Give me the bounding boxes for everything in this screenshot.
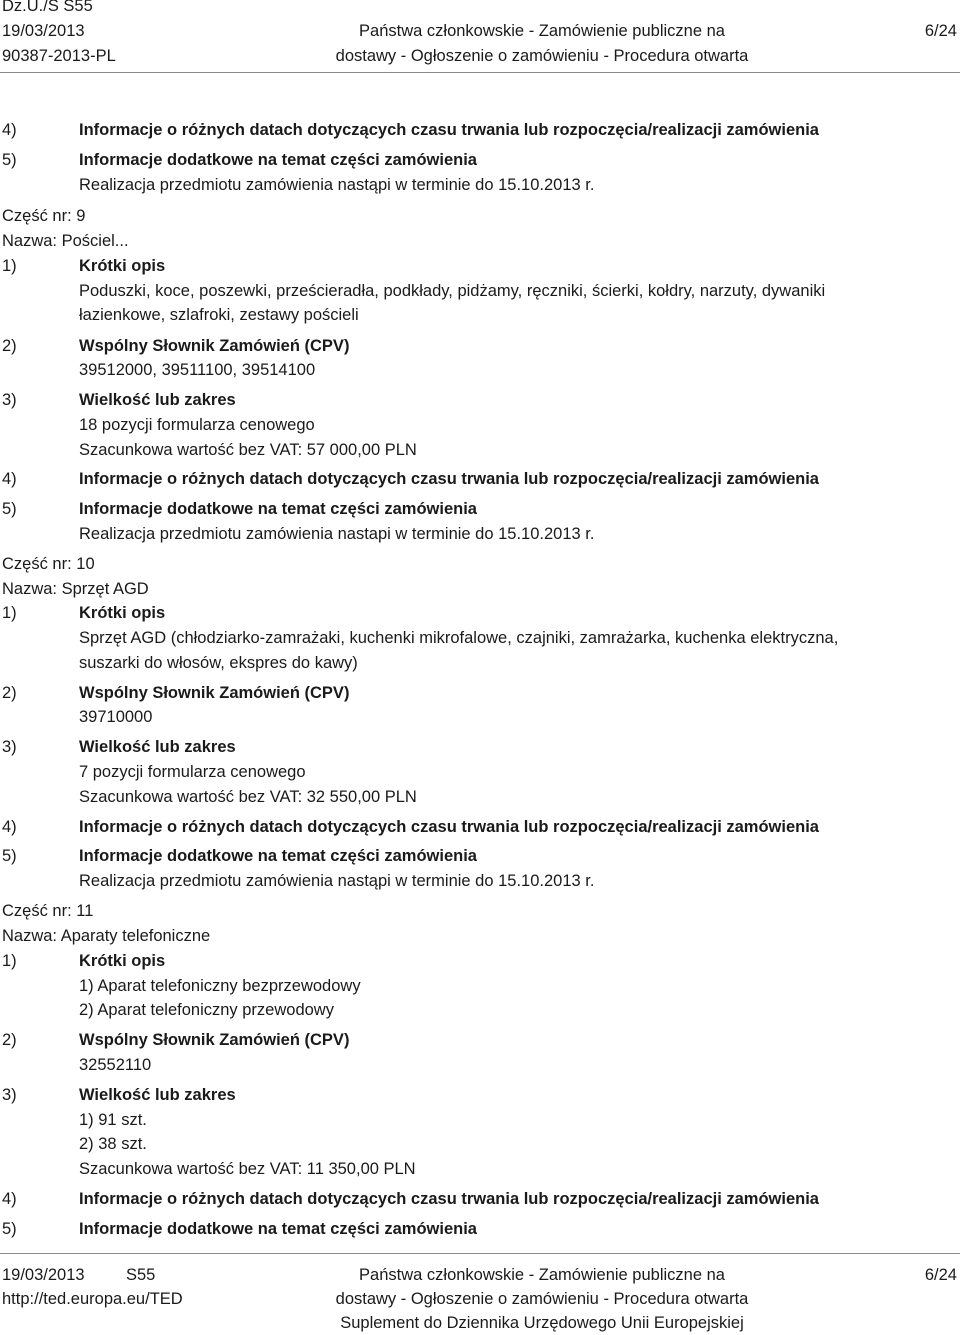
section-heading: Wspólny Słownik Zamówień (CPV) <box>79 684 350 702</box>
item-number: 3) <box>2 1086 17 1104</box>
part-number: Część nr: 9 <box>2 207 86 225</box>
section-text: Sprzęt AGD (chłodziarko-zamrażaki, kuchenki mikrofalowe, czajniki, zamrażarka, kuchenka elektryczna, <box>79 629 839 647</box>
estimated-value: Szacunkowa wartość bez VAT: 32 550,00 PLN <box>79 788 417 806</box>
section-heading: Wielkość lub zakres <box>79 391 236 409</box>
header-page-number: 6/24 <box>924 22 957 40</box>
section-heading: Informacje o różnych datach dotyczących czasu trwania lub rozpoczęcia/realizacji zamówienia <box>79 818 819 836</box>
header-title-line2: dostawy - Ogłoszenie o zamówieniu - Procedura otwarta <box>335 47 749 65</box>
page-footer <box>0 1262 960 1334</box>
estimated-value: Szacunkowa wartość bez VAT: 57 000,00 PLN <box>79 441 417 459</box>
item-number: 2) <box>2 337 17 355</box>
section-heading: Informacje dodatkowe na temat części zamówienia <box>79 847 477 865</box>
cpv-codes: 39512000, 39511100, 39514100 <box>79 361 316 379</box>
item-number: 3) <box>2 391 17 409</box>
item-number: 4) <box>2 1190 17 1208</box>
part-number: Część nr: 11 <box>2 902 94 920</box>
section-text: 18 pozycji formularza cenowego <box>79 416 315 434</box>
estimated-value: Szacunkowa wartość bez VAT: 11 350,00 PLN <box>79 1160 416 1178</box>
item-number: 2) <box>2 1031 17 1049</box>
section-heading: Informacje o różnych datach dotyczących czasu trwania lub rozpoczęcia/realizacji zamówienia <box>79 121 819 139</box>
part-number: Część nr: 10 <box>2 555 95 573</box>
section-heading: Informacje dodatkowe na temat części zamówienia <box>79 1220 477 1238</box>
section-text: suszarki do włosów, ekspres do kawy) <box>79 654 358 672</box>
part-name: Nazwa: Sprzęt AGD <box>2 580 149 598</box>
section-text: Poduszki, koce, poszewki, prześcieradła, podkłady, pidżamy, ręczniki, ścierki, kołdry, narzuty, dywaniki <box>79 282 826 300</box>
section-heading: Wspólny Słownik Zamówień (CPV) <box>79 337 350 355</box>
item-number: 1) <box>2 257 17 275</box>
item-number: 5) <box>2 1220 17 1238</box>
section-heading: Informacje dodatkowe na temat części zamówienia <box>79 151 477 169</box>
footer-series: S55 <box>126 1266 156 1284</box>
section-heading: Informacje o różnych datach dotyczących czasu trwania lub rozpoczęcia/realizacji zamówienia <box>79 1190 819 1208</box>
section-heading: Informacje o różnych datach dotyczących czasu trwania lub rozpoczęcia/realizacji zamówienia <box>79 470 819 488</box>
header-title-line1: Państwa członkowskie - Zamówienie publiczne na <box>359 22 725 40</box>
section-text: Realizacja przedmiotu zamówienia nastapi w terminie do 15.10.2013 r. <box>79 525 595 543</box>
section-heading: Krótki opis <box>79 604 166 622</box>
item-number: 2) <box>2 684 17 702</box>
part-name: Nazwa: Pościel... <box>2 232 129 250</box>
item-number: 4) <box>2 818 17 836</box>
part-name: Nazwa: Aparaty telefoniczne <box>2 927 211 945</box>
item-number: 1) <box>2 952 17 970</box>
item-number: 5) <box>2 847 17 865</box>
section-text: Realizacja przedmiotu zamówienia nastąpi w terminie do 15.10.2013 r. <box>79 872 595 890</box>
section-heading: Krótki opis <box>79 952 166 970</box>
header-date: 19/03/2013 <box>2 22 85 40</box>
section-heading: Krótki opis <box>79 257 166 275</box>
journal-ref: Dz.U./S S55 <box>2 0 93 15</box>
section-heading: Informacje dodatkowe na temat części zamówienia <box>79 500 477 518</box>
cpv-codes: 39710000 <box>79 708 153 726</box>
section-heading: Wielkość lub zakres <box>79 738 236 756</box>
footer-title-line2: dostawy - Ogłoszenie o zamówieniu - Procedura otwarta <box>335 1290 749 1308</box>
item-number: 5) <box>2 151 17 169</box>
page-header <box>0 0 960 65</box>
item-number: 4) <box>2 121 17 139</box>
footer-date: 19/03/2013 <box>2 1266 85 1284</box>
item-number: 4) <box>2 470 17 488</box>
header-divider <box>0 72 960 73</box>
item-number: 3) <box>2 738 17 756</box>
section-heading: Wielkość lub zakres <box>79 1086 236 1104</box>
document-id: 90387-2013-PL <box>2 47 116 65</box>
item-number: 1) <box>2 604 17 622</box>
footer-divider <box>0 1253 960 1254</box>
footer-page-number: 6/24 <box>924 1266 957 1284</box>
section-heading: Wspólny Słownik Zamówień (CPV) <box>79 1031 350 1049</box>
section-text: 2) 38 szt. <box>79 1135 147 1153</box>
footer-title-line3: Suplement do Dziennika Urzędowego Unii Europejskiej <box>340 1314 744 1332</box>
section-text: 7 pozycji formularza cenowego <box>79 763 306 781</box>
section-text: 1) Aparat telefoniczny bezprzewodowy <box>79 977 361 995</box>
section-text: 1) 91 szt. <box>79 1111 147 1129</box>
footer-url-link[interactable]: http://ted.europa.eu/TED <box>2 1290 183 1308</box>
cpv-codes: 32552110 <box>79 1056 152 1074</box>
footer-title-line1: Państwa członkowskie - Zamówienie publiczne na <box>359 1266 725 1284</box>
item-number: 5) <box>2 500 17 518</box>
section-text: Realizacja przedmiotu zamówienia nastąpi w terminie do 15.10.2013 r. <box>79 176 595 194</box>
section-text: 2) Aparat telefoniczny przewodowy <box>79 1001 334 1019</box>
section-text: łazienkowe, szlafroki, zestawy pościeli <box>79 306 359 324</box>
